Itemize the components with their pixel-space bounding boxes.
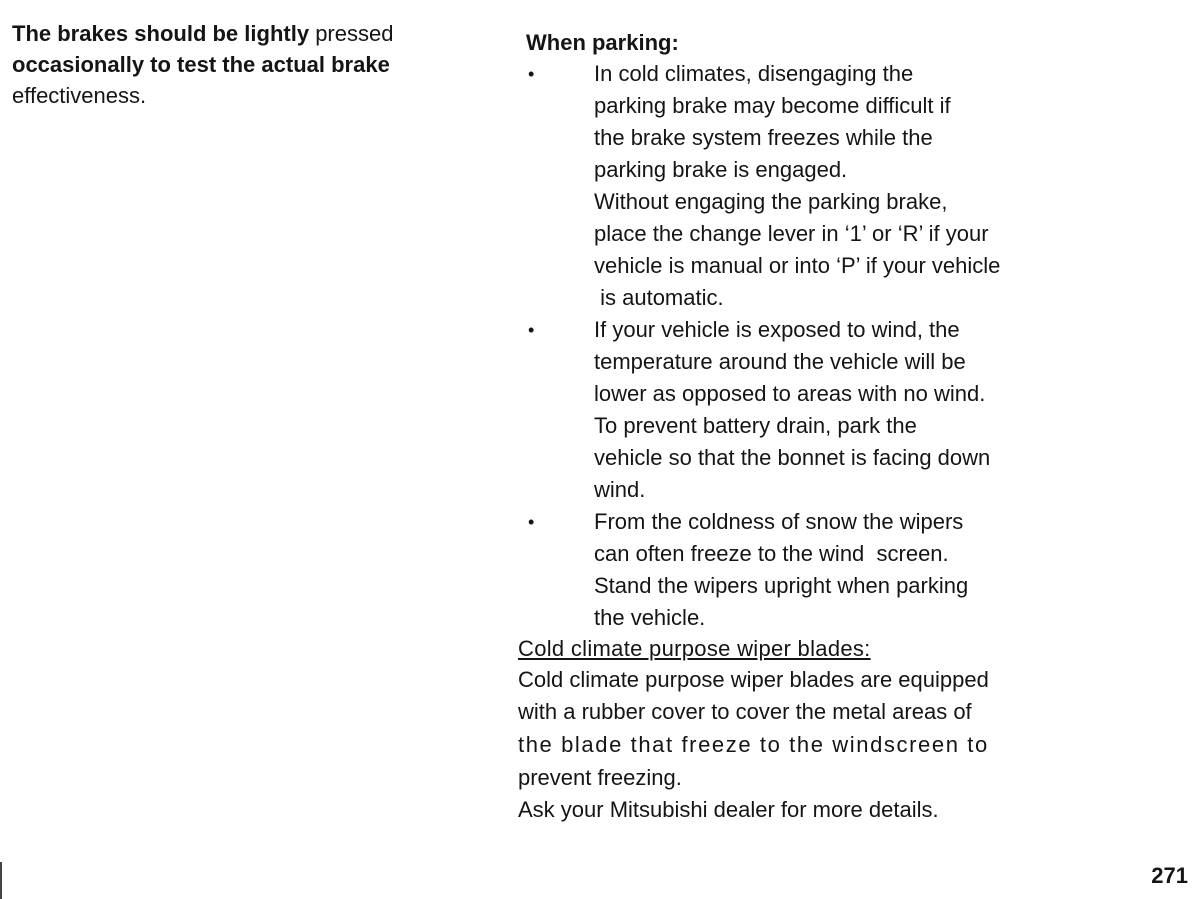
brake-note-line-2: occasionally to test the actual brake bbox=[12, 52, 390, 77]
bullet-line: lower as opposed to areas with no wind. bbox=[594, 381, 986, 406]
wiper-blades-subheading: Cold climate purpose wiper blades: bbox=[518, 636, 871, 661]
bullet-line: Without engaging the parking brake, bbox=[594, 189, 948, 214]
bullet-line: vehicle is manual or into ‘P’ if your vehicle bbox=[594, 253, 1001, 278]
bullet-line: wind. bbox=[594, 477, 646, 502]
bullet-icon: • bbox=[528, 512, 535, 532]
bullet-line: the brake system freezes while the bbox=[594, 125, 933, 150]
wiper-blades-line: prevent freezing. bbox=[518, 765, 682, 790]
wiper-blades-line: the blade that freeze to the windscreen to bbox=[518, 732, 989, 757]
bullet-line: vehicle so that the bonnet is facing down bbox=[594, 445, 991, 470]
bullet-line: To prevent battery drain, park the bbox=[594, 413, 917, 438]
bullet-line: parking brake is engaged. bbox=[594, 157, 848, 182]
bullet-line: parking brake may become difficult if bbox=[594, 93, 951, 118]
parking-bullet-list bbox=[518, 58, 1078, 634]
bullet-line: In cold climates, disengaging the bbox=[594, 61, 914, 86]
bullet-line: temperature around the vehicle will be bbox=[594, 349, 966, 374]
wiper-blades-section bbox=[518, 634, 1078, 826]
brake-note-line-3: effectiveness. bbox=[12, 83, 147, 108]
bullet-line: is automatic. bbox=[594, 285, 724, 310]
brake-note bbox=[12, 18, 482, 111]
wiper-blades-line: Ask your Mitsubishi dealer for more details. bbox=[518, 797, 939, 822]
parking-section bbox=[518, 28, 1078, 826]
brake-note-lead: The brakes should be lightly bbox=[12, 21, 310, 46]
bullet-icon: • bbox=[528, 64, 535, 84]
wiper-blades-line: Cold climate purpose wiper blades are equipped bbox=[518, 667, 989, 692]
parking-heading: When parking: bbox=[526, 30, 679, 55]
brake-note-line-1 bbox=[12, 18, 482, 49]
bullet-line: Stand the wipers upright when parking bbox=[594, 573, 969, 598]
parking-bullet-item bbox=[518, 314, 1078, 506]
bullet-line: If your vehicle is exposed to wind, the bbox=[594, 317, 960, 342]
parking-bullet-item bbox=[518, 58, 1078, 314]
bullet-line: can often freeze to the wind screen. bbox=[594, 541, 949, 566]
page-number: 271 bbox=[1151, 863, 1188, 888]
bullet-icon: • bbox=[528, 320, 535, 340]
bullet-line: From the coldness of snow the wipers bbox=[594, 509, 964, 534]
brake-note-text: pressed bbox=[315, 21, 394, 46]
page-edge-mark bbox=[0, 862, 2, 899]
wiper-blades-line: with a rubber cover to cover the metal areas of bbox=[518, 699, 972, 724]
parking-bullet-item bbox=[518, 506, 1078, 634]
bullet-line: place the change lever in ‘1’ or ‘R’ if your bbox=[594, 221, 989, 246]
bullet-line: the vehicle. bbox=[594, 605, 706, 630]
